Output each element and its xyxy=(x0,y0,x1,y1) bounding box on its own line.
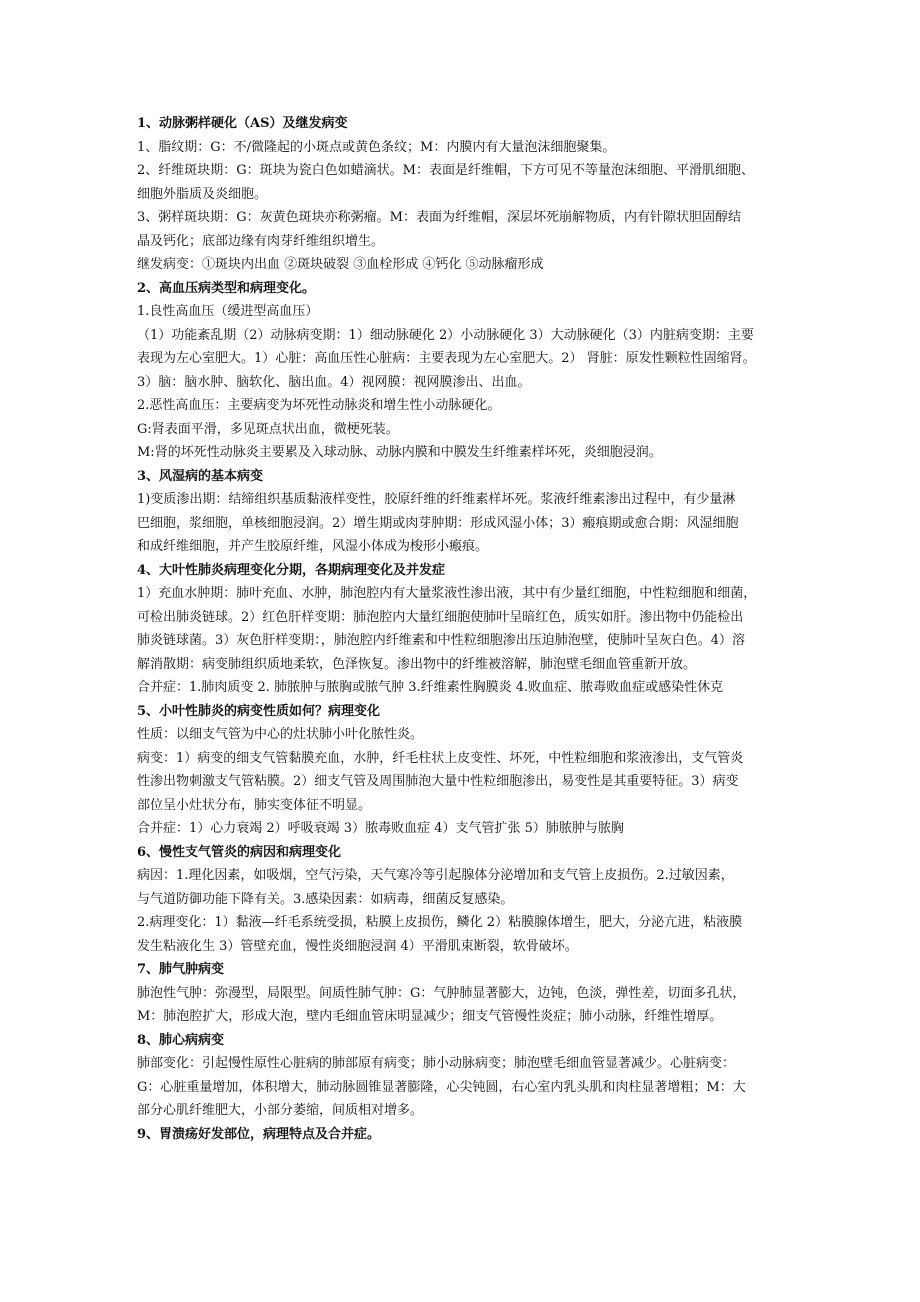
text-line: M:肾的坏死性动脉炎主要累及入球动脉、动脉内膜和中膜发生纤维素样坏死，炎细胞浸润。 xyxy=(137,445,662,460)
text-line: 2.病理变化：1）黏液—纤毛系统受损，粘膜上皮损伤，鳞化 2）粘膜腺体增生，肥大，分泌亢进，粘液膜 xyxy=(137,915,743,930)
text-line: 1）充血水肿期：肺叶充血、水肿，肺泡腔内有大量浆液性渗出液，其中有少量红细胞，中性粒细胞和细菌， xyxy=(137,586,757,601)
text-line: 3、粥样斑块期：G：灰黄色斑块亦称粥瘤。M：表面为纤维帽，深层坏死崩解物质，内有针隙状胆固醇结 xyxy=(137,210,741,225)
text-line: 表现为左心室肥大。1）心脏：高血压性心脏病：主要表现为左心室肥大。2） 肾脏：原发性颗粒性固缩肾。 xyxy=(137,351,756,366)
section-heading: 9、胃溃疡好发部位，病理特点及合并症。 xyxy=(137,1126,381,1142)
text-line: 病变：1）病变的细支气管黏膜充血，水肿，纤毛柱状上皮变性、坏死，中性粒细胞和浆液渗出，支气管炎 xyxy=(137,750,744,766)
section-heading: 3、风湿病的基本病变 xyxy=(137,468,264,484)
text-line: 性质：以细支气管为中心的灶状肺小叶化脓性炎。 xyxy=(137,727,424,742)
text-line: 部分心肌纤维肥大，小部分萎缩，间质相对增多。 xyxy=(137,1103,424,1118)
text-line: 肺泡性气肿：弥漫型，局限型。间质性肺气肿：G：气肿肺显著膨大，边钝，色淡，弹性差，切面多孔状， xyxy=(137,985,746,1001)
text-line: G：心脏重量增加，体积增大，肺动脉圆锥显著膨隆，心尖钝圆，右心室内乳头肌和肉柱显著增粗；M：大 xyxy=(137,1079,746,1095)
text-line: 性渗出物刺激支气管粘膜。2）细支气管及周围肺泡大量中性粒细胞渗出，易变性是其重要特征。3）病变 xyxy=(137,774,739,789)
section-heading: 6、慢性支气管炎的病因和病理变化 xyxy=(137,844,342,860)
text-line: 3）脑：脑水肿、脑软化、脑出血。4）视网膜：视网膜渗出、出血。 xyxy=(137,374,531,390)
text-line: 2.恶性高血压：主要病变为坏死性动脉炎和增生性小动脉硬化。 xyxy=(137,398,501,413)
text-line: 1)变质渗出期：结缔组织基质黏液样变性，胶原纤维的纤维素样坏死。浆液纤维素渗出过程中，有少量淋 xyxy=(137,492,736,507)
section-heading: 2、高血压病类型和病理变化。 xyxy=(137,280,316,296)
text-line: 肺炎链球菌。3）灰色肝样变期：，肺泡腔内纤维素和中性粒细胞渗出压迫肺泡壁，使肺叶呈灰白色。4）溶 xyxy=(137,633,746,648)
text-line: 1、脂纹期：G：不/微隆起的小斑点或黄色条纹；M：内膜内有大量泡沫细胞聚集。 xyxy=(137,139,616,155)
section-heading: 4、大叶性肺炎病理变化分期，各期病理变化及并发症 xyxy=(137,562,446,578)
text-line: G:肾表面平滑，多见斑点状出血，微梗死装。 xyxy=(137,421,399,437)
section-heading: 7、肺气肿病变 xyxy=(137,962,225,977)
document-page xyxy=(137,112,793,1146)
text-line: 肺部变化：引起慢性原性心脏病的肺部原有病变；肺小动脉病变；肺泡壁毛细血管显著减少。心脏病变： xyxy=(137,1056,736,1071)
section-heading: 8、肺心病病变 xyxy=(137,1032,225,1048)
text-line: 1.良性高血压（缓进型高血压） xyxy=(137,304,319,319)
text-line: 部位呈小灶状分布，肺实变体征不明显。 xyxy=(137,797,372,813)
text-line: （1）功能紊乱期（2）动脉病变期：1）细动脉硬化 2）小动脉硬化 3）大动脉硬化（3）内脏病变期：主要 xyxy=(137,327,754,343)
text-line: 可检出肺炎链球。2）红色肝样变期：肺泡腔内大量红细胞使肺叶呈暗红色，质实如肝。渗出物中仍能检出 xyxy=(137,609,744,625)
section-heading: 1、动脉粥样硬化（AS）及继发病变 xyxy=(137,116,348,131)
section-heading: 5、小叶性肺炎的病变性质如何？病理变化 xyxy=(137,703,381,719)
text-line: 细胞外脂质及炎细胞。 xyxy=(137,186,268,202)
text-line: 解消散期：病变肺组织质地柔软，色泽恢复。渗出物中的纤维被溶解，肺泡壁毛细血管重新开放。 xyxy=(137,656,697,672)
text-line: 病因：1.理化因素，如吸烟，空气污染，天气寒冷等引起腺体分泌增加和支气管上皮损伤。2.过敏因素， xyxy=(137,868,734,883)
text-line: 合并症：1）心力衰竭 2）呼吸衰竭 3）脓毒败血症 4）支气管扩张 5）肺脓肿与脓胸 xyxy=(137,821,624,836)
text-line: 和成纤维细胞，并产生胶原纤维，风湿小体成为梭形小瘢痕。 xyxy=(137,539,489,554)
text-line: 与气道防御功能下降有关。3.感染因素：如病毒，细菌反复感染。 xyxy=(137,891,514,907)
text-line: 发生粘液化生 3）管壁充血，慢性炎细胞浸润 4）平滑肌束断裂，软骨破坏。 xyxy=(137,938,578,954)
text-line: M：肺泡腔扩大，形成大泡，壁内毛细血管床明显减少；细支气管慢性炎症；肺小动脉，纤维性增厚。 xyxy=(137,1009,723,1024)
text-line: 合并症：1.肺肉质变 2. 肺脓肿与脓胸或脓气肿 3.纤维素性胸膜炎 4.败血症、脓毒败血症或感染性休克 xyxy=(137,680,724,695)
text-line: 晶及钙化；底部边缘有肉芽纤维组织增生。 xyxy=(137,233,385,249)
text-line: 继发病变：①斑块内出血 ②斑块破裂 ③血栓形成 ④钙化 ⑤动脉瘤形成 xyxy=(137,257,544,272)
text-line: 2、纤维斑块期：G：斑块为瓷白色如蜡滴状。M：表面是纤维帽，下方可见不等量泡沫细胞、平滑肌细胞、 xyxy=(137,163,754,178)
text-line: 巴细胞，浆细胞，单核细胞浸润。2）增生期或肉芽肿期：形成风湿小体；3）瘢痕期或愈合期：风湿细胞 xyxy=(137,515,739,531)
